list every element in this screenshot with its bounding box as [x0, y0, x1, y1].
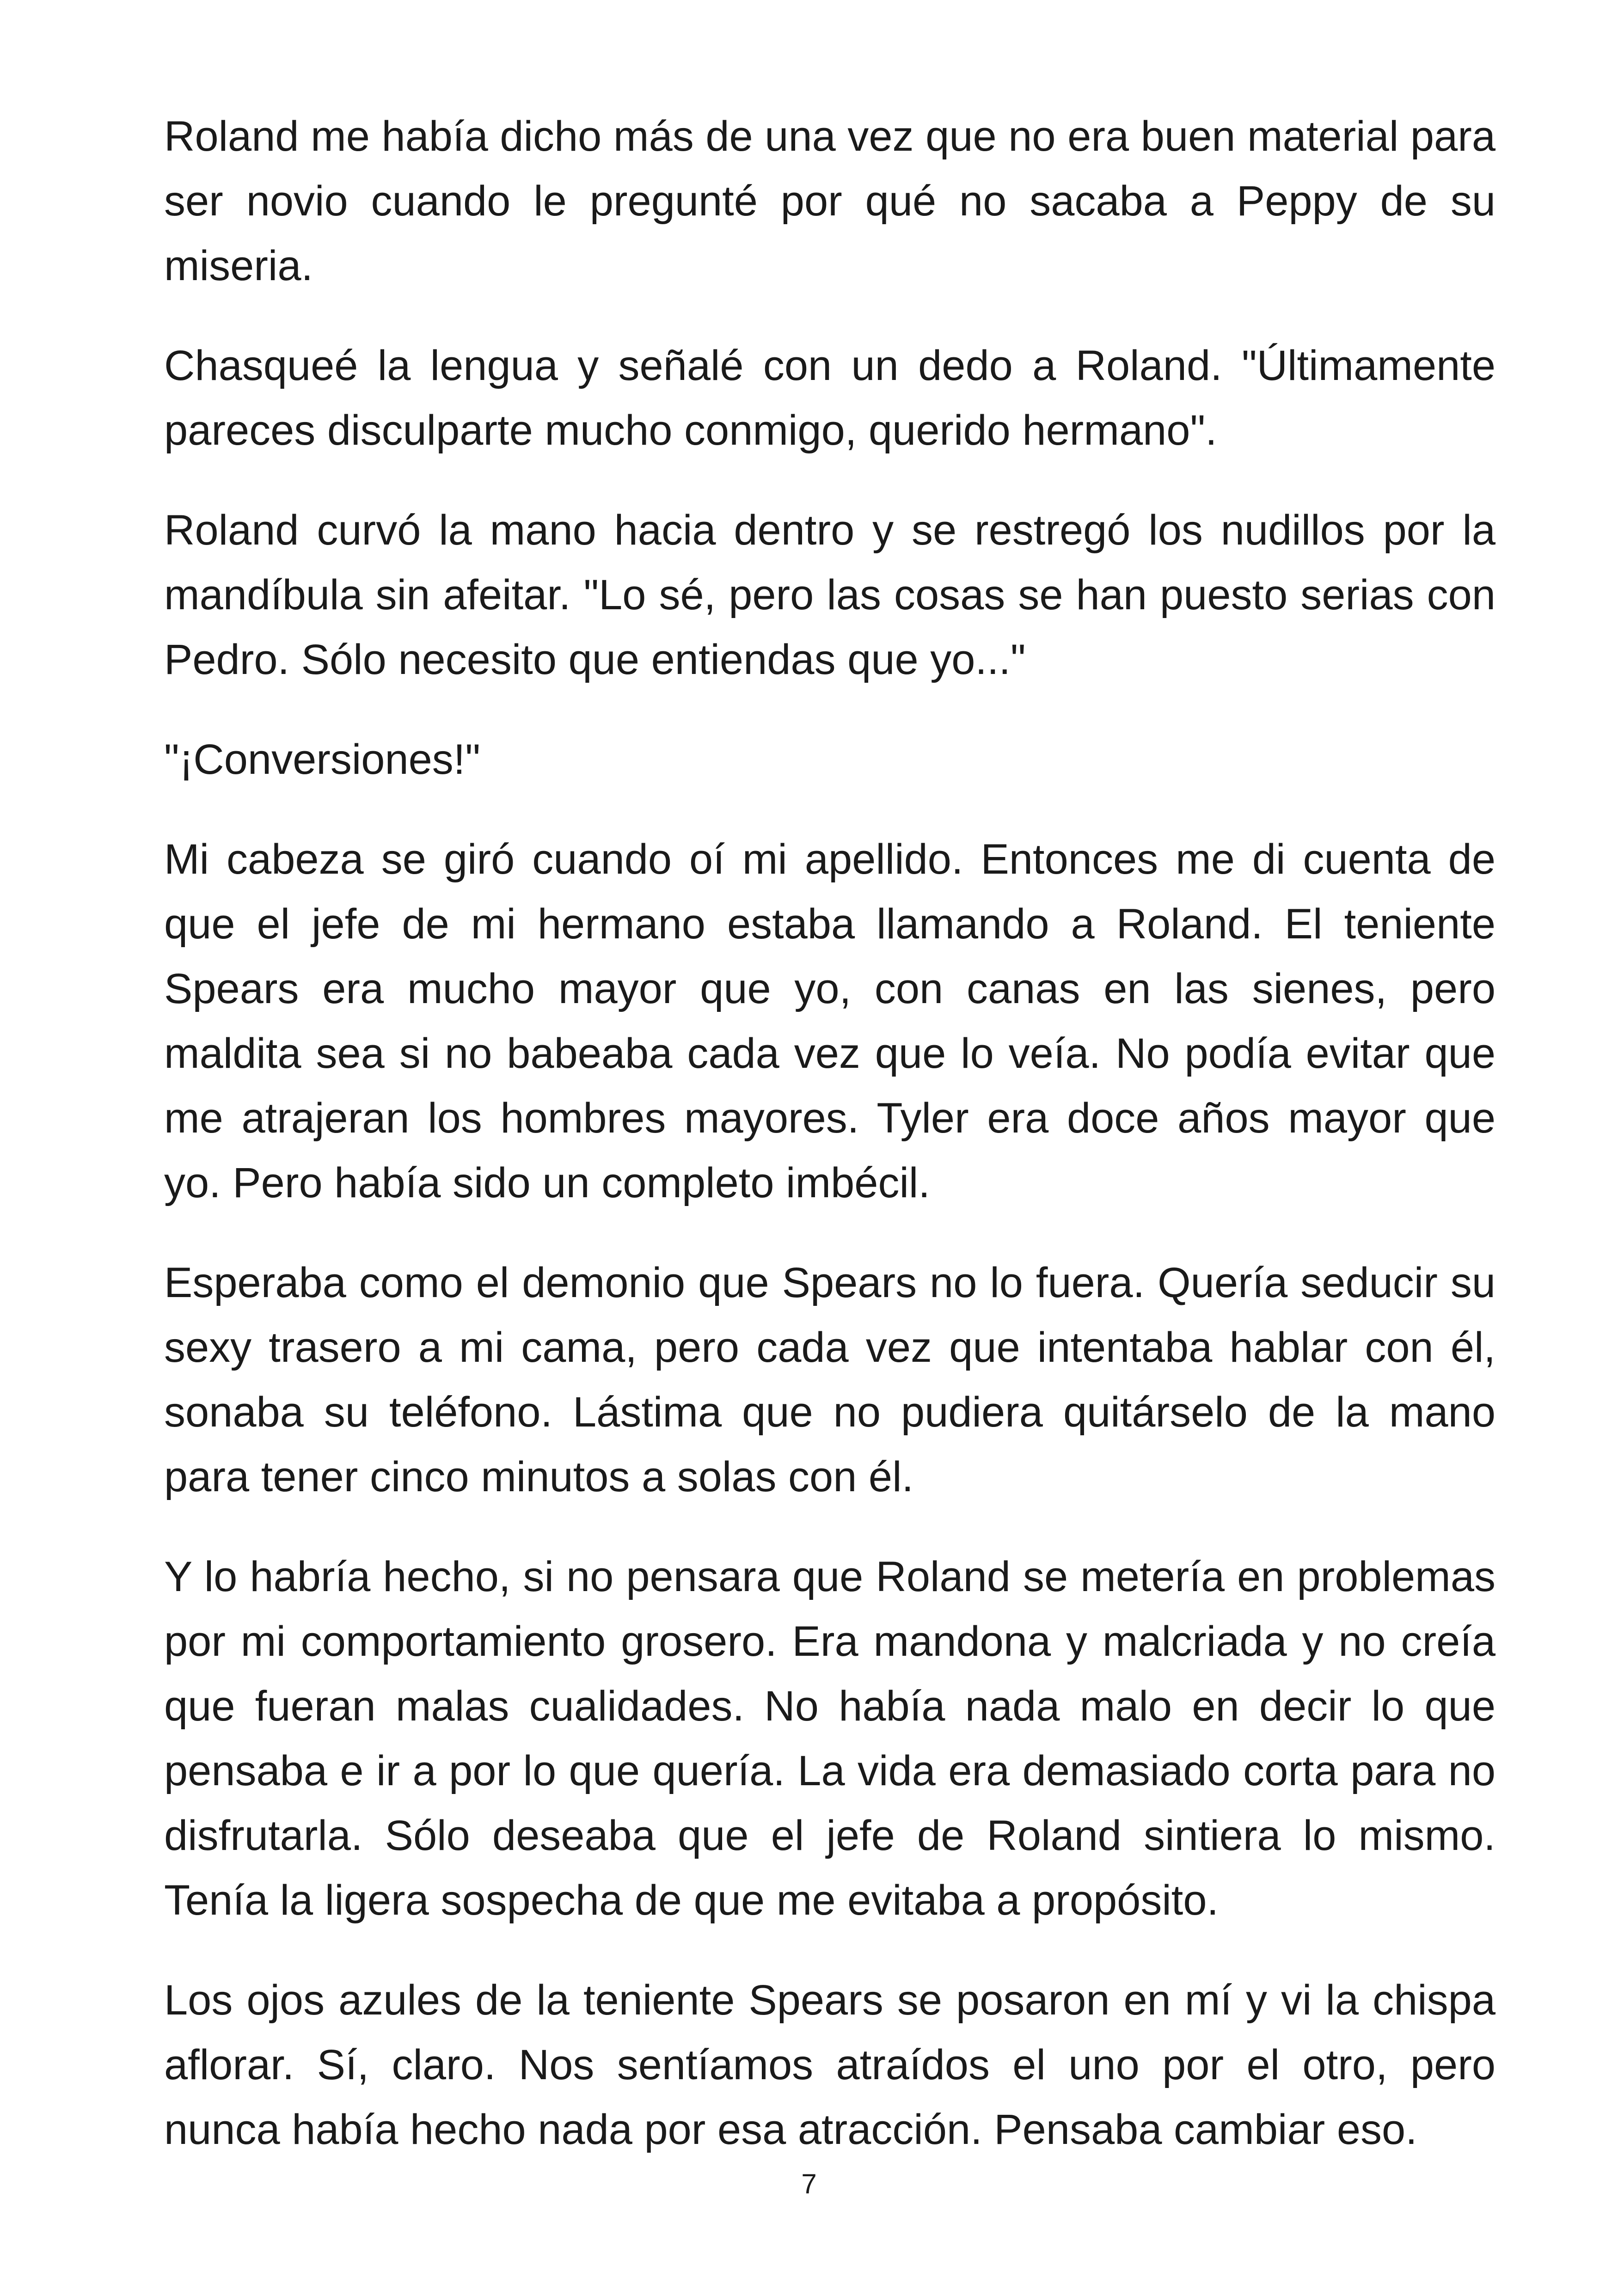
paragraph-5: Mi cabeza se giró cuando oí mi apellido. Entonces me di cuenta de que el jefe de mi hermano estaba llamando a Roland. El teniente Spears era mucho mayor que yo, con canas en las sienes, pero maldita sea si no babeaba cada vez que lo veía. No podía evitar que me atrajeran los hombres mayores. Tyler era doce años mayor que yo. Pero había sido un completo imbécil. [164, 836, 1495, 1206]
paragraph-3: Roland curvó la mano hacia dentro y se restregó los nudillos por la mandíbula sin afeitar. "Lo sé, pero las cosas se han puesto serias con Pedro. Sólo necesito que entiendas que yo..." [164, 507, 1495, 683]
paragraph-2: Chasqueé la lengua y señalé con un dedo a Roland. "Últimamente pareces disculparte mucho conmigo, querido hermano". [164, 342, 1495, 454]
paragraph-8: Los ojos azules de la teniente Spears se posaron en mí y vi la chispa aflorar. Sí, claro. Nos sentíamos atraídos el uno por el otro, pero nunca había hecho nada por esa atracción. Pensaba cambiar eso. [164, 1977, 1495, 2153]
paragraph-1: Roland me había dicho más de una vez que no era buen material para ser novio cuando le pregunté por qué no sacaba a Peppy de su miseria. [164, 113, 1495, 289]
paragraph-6: Esperaba como el demonio que Spears no lo fuera. Quería seducir su sexy trasero a mi cama, pero cada vez que intentaba hablar con él, sonaba su teléfono. Lástima que no pudiera quitárselo de la mano para tener cinco minutos a solas con él. [164, 1259, 1495, 1500]
paragraph-4: "¡Conversiones!" [164, 736, 481, 783]
page-number: 7 [801, 2168, 817, 2199]
body-text [164, 104, 1495, 2197]
paragraph-7: Y lo habría hecho, si no pensara que Roland se metería en problemas por mi comportamiento grosero. Era mandona y malcriada y no creía que fueran malas cualidades. No había nada malo en decir lo que pensaba e ir a por lo que quería. La vida era demasiado corta para no disfrutarla. Sólo deseaba que el jefe de Roland sintiera lo mismo. Tenía la ligera sospecha de que me evitaba a propósito. [164, 1553, 1495, 1924]
